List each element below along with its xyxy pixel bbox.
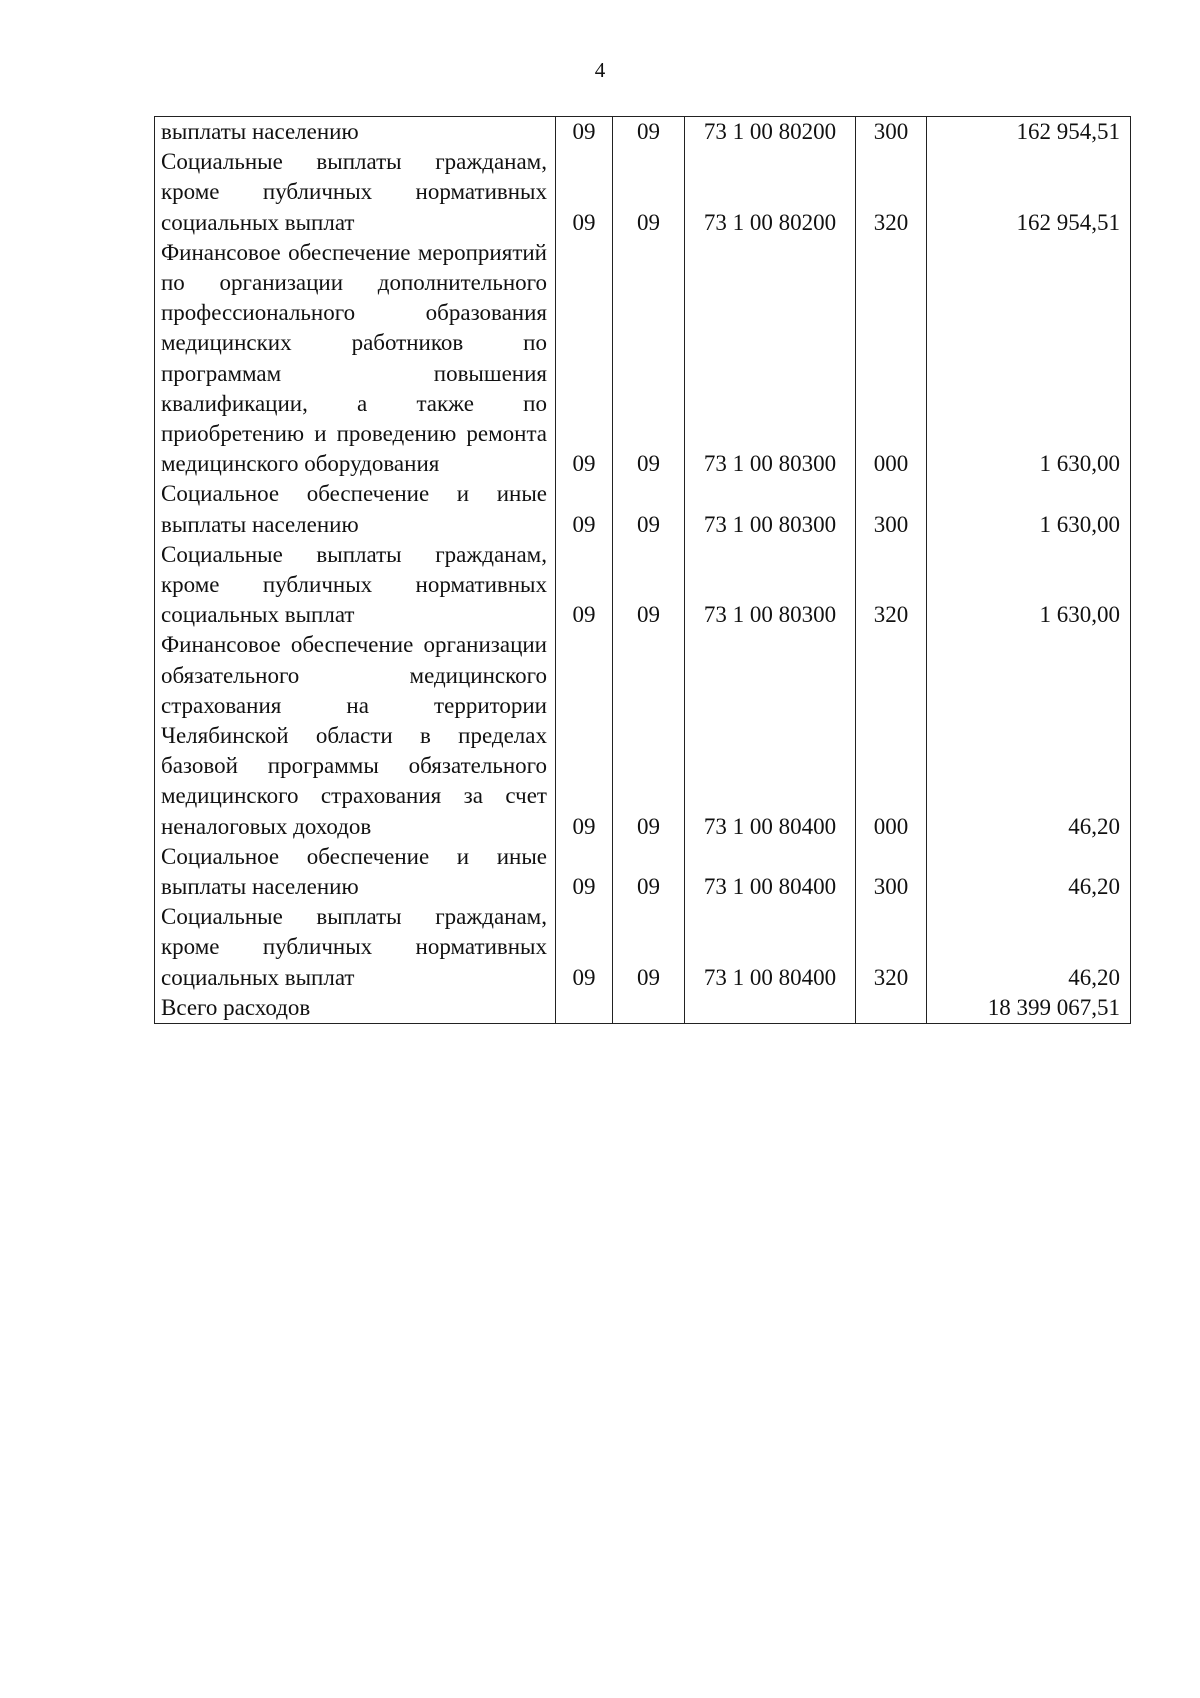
row-article [685,993,856,1024]
row-name: Социальные выплаты гражданам, кроме публичных нормативных социальных выплат [155,147,556,238]
row-amount: 1 630,00 [927,540,1131,631]
table-row [155,540,1131,631]
row-article: 73 1 00 80200 [685,147,856,238]
table-row [155,630,1131,841]
row-name: выплаты населению [155,117,556,148]
row-section: 09 [556,540,613,631]
row-name: Социальное обеспечение и иные выплаты населению [155,479,556,539]
row-section: 09 [556,842,613,902]
row-amount: 1 630,00 [927,238,1131,480]
row-section: 09 [556,238,613,480]
row-name: Социальные выплаты гражданам, кроме публичных нормативных социальных выплат [155,902,556,993]
row-expense-type: 000 [856,238,927,480]
row-subsection: 09 [613,238,685,480]
table-row [155,902,1131,993]
row-amount: 1 630,00 [927,479,1131,539]
row-article: 73 1 00 80400 [685,842,856,902]
row-section: 09 [556,630,613,841]
row-subsection: 09 [613,630,685,841]
row-amount: 46,20 [927,630,1131,841]
row-amount: 162 954,51 [927,147,1131,238]
total-amount: 18 399 067,51 [927,993,1131,1024]
total-label: Всего расходов [155,993,556,1024]
row-amount: 162 954,51 [927,117,1131,148]
row-article: 73 1 00 80300 [685,540,856,631]
table-row [155,147,1131,238]
row-subsection: 09 [613,842,685,902]
row-expense-type: 000 [856,630,927,841]
table-total-row [155,993,1131,1024]
table-row [155,238,1131,480]
expenditure-table [154,116,1131,1024]
page-number: 4 [594,58,606,82]
row-subsection: 09 [613,540,685,631]
row-expense-type: 300 [856,479,927,539]
row-expense-type: 300 [856,842,927,902]
row-expense-type: 320 [856,540,927,631]
row-article: 73 1 00 80300 [685,479,856,539]
row-name: Социальные выплаты гражданам, кроме публичных нормативных социальных выплат [155,540,556,631]
row-article: 73 1 00 80400 [685,630,856,841]
row-section: 09 [556,902,613,993]
row-article: 73 1 00 80300 [685,238,856,480]
row-section: 09 [556,117,613,148]
row-section: 09 [556,479,613,539]
row-subsection: 09 [613,479,685,539]
row-article: 73 1 00 80400 [685,902,856,993]
table-row [155,479,1131,539]
table-row [155,117,1131,148]
row-subsection: 09 [613,902,685,993]
row-section [556,993,613,1024]
row-section: 09 [556,147,613,238]
row-name: Социальное обеспечение и иные выплаты населению [155,842,556,902]
row-expense-type [856,993,927,1024]
row-subsection: 09 [613,147,685,238]
row-expense-type: 300 [856,117,927,148]
row-subsection [613,993,685,1024]
row-name: Финансовое обеспечение организации обязательного медицинского страхования на территории Челябинской области в пределах базовой программы обязательного медицинского страхования за счет неналоговых доходов [155,630,556,841]
table-row [155,842,1131,902]
row-article: 73 1 00 80200 [685,117,856,148]
row-amount: 46,20 [927,842,1131,902]
row-name: Финансовое обеспечение мероприятий по организации дополнительного профессионального образования медицинских работников по программам повышения квалификации, а также по приобретению и проведению ремонта медицинского оборудования [155,238,556,480]
row-subsection: 09 [613,117,685,148]
row-expense-type: 320 [856,902,927,993]
row-expense-type: 320 [856,147,927,238]
row-amount: 46,20 [927,902,1131,993]
